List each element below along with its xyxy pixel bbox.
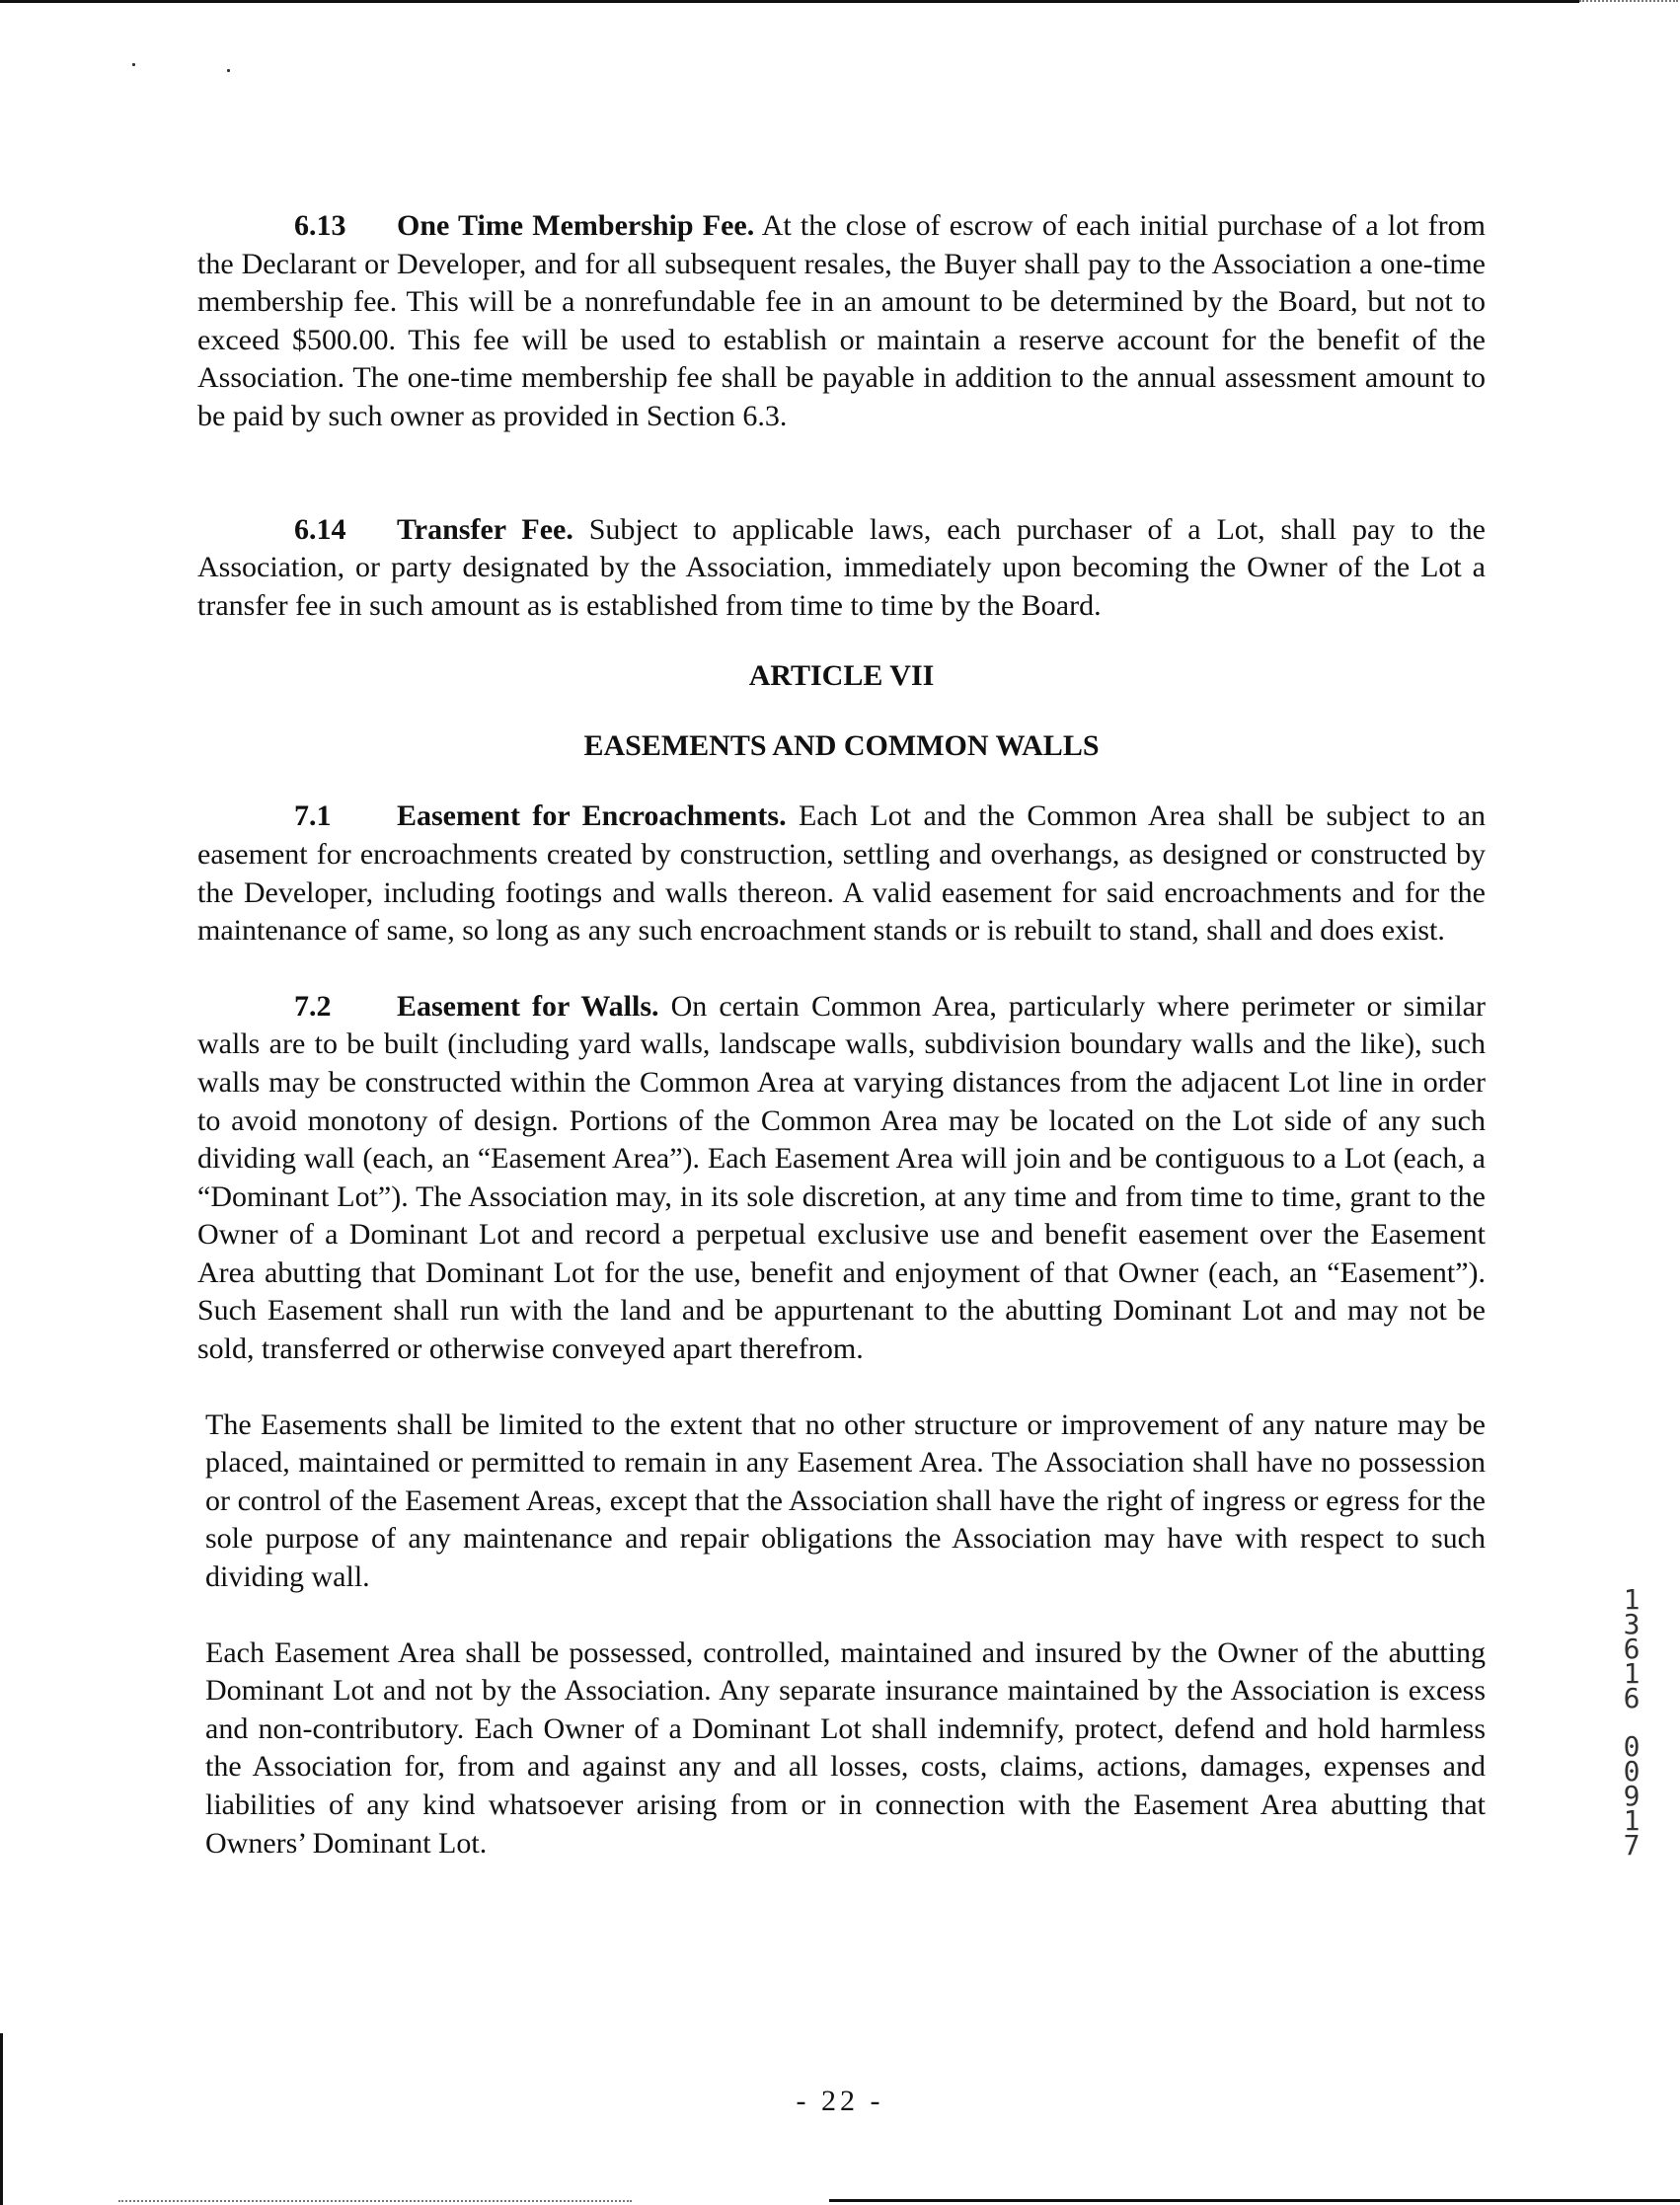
page-number: - 22 - [796, 2085, 884, 2117]
section-number: 7.1 [294, 799, 332, 833]
stamp-digit: 0 [1623, 1755, 1641, 1787]
section-7-1 [197, 798, 1486, 950]
stamp-digit: 1 [1623, 1583, 1641, 1616]
section-6-14 [197, 511, 1486, 626]
section-number: 7.2 [294, 989, 332, 1023]
section-title: Easement for Encroachments. [397, 799, 787, 833]
section-title: Easement for Walls. [397, 989, 659, 1023]
stamp-digit: 3 [1623, 1608, 1641, 1640]
section-body: Each Lot and the Common Area shall be subject to an easement for encroachments created by construction, settling and overhangs, as designed or constructed by the Developer, including footings and walls thereon. A valid easement for said encroachments and for the maintenance of same, so long as any such encroachment stands or is rebuilt to stand, shall and does exist. [197, 799, 1486, 948]
section-title: Transfer Fee. [397, 512, 573, 546]
stamp-digit: 9 [1623, 1780, 1641, 1812]
scan-border-bottom-dotted [118, 2200, 632, 2202]
scan-border-top [0, 0, 1579, 3]
margin-stamp [1617, 1583, 1646, 1862]
scan-speck [227, 69, 230, 72]
stamp-digit: 6 [1623, 1682, 1641, 1714]
stamp-digit: 6 [1623, 1633, 1641, 1665]
paragraph-easement-area-owner: Each Easement Area shall be possessed, controlled, maintained and insured by the Owner of the abutting Dominant Lot and not by the Association. Any separate insurance maintained by the Association is excess and non-contributory. Each Owner of a Dominant Lot shall indemnify, protect, defend and hold harmless the Association for, from and against any and all losses, costs, claims, actions, damages, expenses and liabilities of any kind whatsoever arising from or in connection with the Easement Area abutting that Owners’ Dominant Lot. [205, 1635, 1486, 1860]
paragraph-easement-limits: The Easements shall be limited to the extent that no other structure or improvement of any nature may be placed, maintained or permitted to remain in any Easement Area. The Association shall have no possession or control of the Easement Areas, except that the Association shall have the right of ingress or egress for the sole purpose of any maintenance and repair obligations the Association may have with respect to such dividing wall. [205, 1407, 1486, 1594]
stamp-digit: 1 [1623, 1657, 1641, 1690]
section-7-2 [197, 988, 1486, 1369]
stamp-digit: 1 [1623, 1804, 1641, 1837]
section-6-13 [197, 207, 1486, 436]
scan-speck [132, 63, 135, 66]
stamp-digit: 7 [1623, 1829, 1641, 1862]
scan-border-top-dotted [1579, 0, 1678, 2]
scan-border-bottom [829, 2199, 1680, 2202]
section-number: 6.13 [294, 209, 346, 242]
section-body: Subject to applicable laws, each purchaser of a Lot, shall pay to the Association, or party designated by the Association, immediately upon becoming the Owner of the Lot a transfer fee in such amount as is established from time to time by the Board. [197, 512, 1486, 622]
scan-border-left [0, 2033, 3, 2205]
document-body [197, 207, 1486, 1863]
section-number: 6.14 [294, 512, 346, 546]
article-heading: ARTICLE VII [748, 659, 935, 693]
stamp-digit: 0 [1623, 1730, 1641, 1763]
section-title: One Time Membership Fee. [397, 209, 755, 242]
section-body: On certain Common Area, particularly where perimeter or similar walls are to be built (including yard walls, landscape walls, subdivision boundary walls and the like), such walls may be constructed within the Common Area at varying distances from the adjacent Lot line in order to avoid monotony of design. Portions of the Common Area may be located on the Lot side of any such dividing wall (each, an “Easement Area”). Each Easement Area will join and be contiguous to a Lot (each, a “Dominant Lot”). The Association may, in its sole discretion, at any time and from time to time, grant to the Owner of a Dominant Lot and record a perpetual exclusive use and benefit easement over the Easement Area abutting that Dominant Lot for the use, benefit and enjoyment of that Owner (each, an “Easement”). Such Easement shall run with the land and be appurtenant to the abutting Dominant Lot and may not be sold, transferred or otherwise conveyed apart therefrom. [197, 989, 1486, 1366]
article-subheading: EASEMENTS AND COMMON WALLS [583, 729, 1100, 763]
section-body: At the close of escrow of each initial purchase of a lot from the Declarant or Developer, and for all subsequent resales, the Buyer shall pay to the Association a one-time membership fee. This will be a nonrefundable fee in an amount to be determined by the Board, but not to exceed $500.00. This fee will be used to establish or maintain a reserve account for the benefit of the Association. The one-time membership fee shall be payable in addition to the annual assessment amount to be paid by such owner as provided in Section 6.3. [197, 209, 1486, 432]
